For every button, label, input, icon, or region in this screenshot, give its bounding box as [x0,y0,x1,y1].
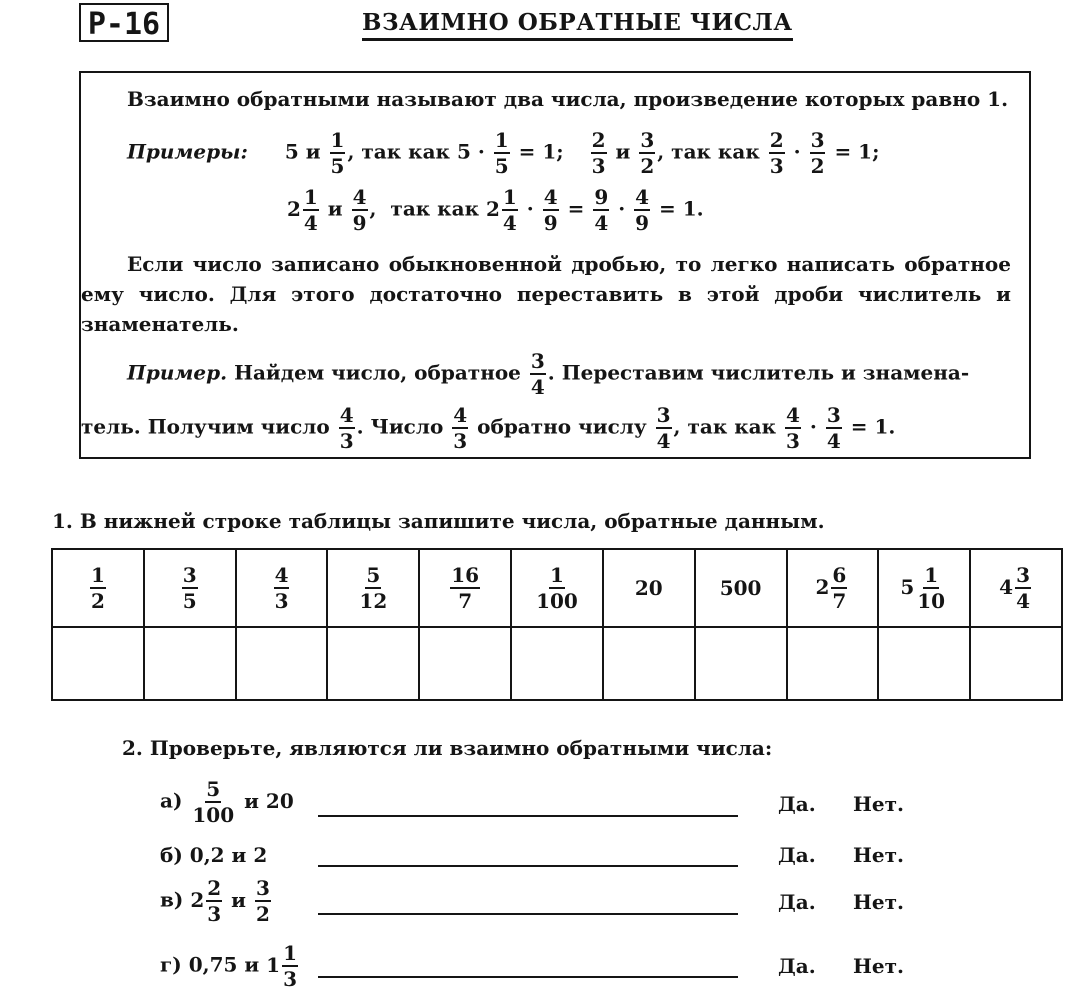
example-text-6: , так как [673,414,777,439]
example-label: Пример. [127,360,228,385]
answer-cell[interactable] [603,627,695,700]
no-option-g[interactable]: Нет. [853,954,904,978]
cell-value: $\frac{5}{12}$ [359,563,388,613]
cell-value: $\frac{1}{2}$ [90,563,105,613]
examples-line-2: 2 $\frac{1}{4}$ и $\frac{4}{9}$ , так как 2 $\frac{1}{4}$ · $\frac{4}{9}$ = $\frac{9}{4}$ · $\frac{4}{9}$ = 1. [287,185,704,235]
cell-value: 2 $\frac{6}{7}$ [815,563,847,613]
given-numbers-row [52,549,1062,627]
answer-cell[interactable] [327,627,419,700]
rule-box [79,71,1031,459]
table-cell-given [236,549,328,627]
answer-cell[interactable] [695,627,787,700]
example-text-5: обратно числу [477,414,647,439]
cell-value: $\frac{3}{5}$ [182,563,197,613]
cell-value: 5 $\frac{1}{10}$ [900,563,946,613]
answer-line-b[interactable] [318,865,738,867]
examples-label: Примеры: [127,139,248,164]
cell-value: $\frac{16}{7}$ [451,563,480,613]
question-expression: 0,2 и 2 [189,843,268,867]
question-a [160,779,294,825]
table-cell-given [695,549,787,627]
task-2-text: 2. Проверьте, являются ли взаимно обратными числа: [122,736,773,760]
definition-text: называют два числа, произведение которых равно 1. [376,87,1009,111]
cell-value: 20 [634,576,663,600]
answer-line-v[interactable] [318,913,738,915]
worksheet-code: Р-16 [79,3,169,42]
example-text-4: . Число [356,414,444,439]
cell-value: $\frac{1}{100}$ [536,563,578,613]
yes-option-b[interactable]: Да. [778,843,816,867]
question-expression: 2 $\frac{2}{3}$ и $\frac{3}{2}$ [190,876,270,926]
example-text-1: Найдем число, обратное [234,360,521,385]
definition [127,87,1008,111]
question-v [160,878,273,924]
question-expression: $\frac{5}{100}$ и 20 [192,777,294,827]
yes-option-g[interactable]: Да. [778,954,816,978]
answer-cell[interactable] [511,627,603,700]
answer-cell[interactable] [970,627,1062,700]
example-line-1: Пример. Найдем число, обратное $\frac{3}{4}$ . Переставим числитель и знамена- [127,349,970,399]
table-cell-given [52,549,144,627]
question-label: а) [160,788,183,813]
question-b [160,843,267,867]
question-g [160,943,300,989]
example-text-7: = 1. [850,414,896,439]
cell-value: $\frac{4}{3}$ [274,563,289,613]
task-1-text: 1. В нижней строке таблицы запишите числа, обратные данным. [52,509,825,533]
no-option-v[interactable]: Нет. [853,890,904,914]
answer-cell[interactable] [787,627,879,700]
answer-line-g[interactable] [318,976,738,978]
table-cell-given [787,549,879,627]
definition-term: Взаимно обратными [127,87,370,111]
table-cell-given [144,549,236,627]
reciprocal-explanation: Если число записано обыкновенной дробью, то легко написать обратное ему число. Для этого достаточно переставить в этой дроби числитель и знаменатель. [81,252,1011,336]
table-cell-given [511,549,603,627]
answer-cell[interactable] [236,627,328,700]
question-expression: 0,75 и 1 $\frac{1}{3}$ [188,941,298,991]
table-cell-given [327,549,419,627]
examples-line-1: Примеры: 5 и $\frac{1}{5}$ , так как 5 · $\frac{1}{5}$ = 1; $\frac{2}{3}$ и $\frac{3}{2}$ , так как $\frac{2}{3}$ · $\frac{3}{2}$ = 1; [127,128,880,178]
answer-line-a[interactable] [318,815,738,817]
answer-cell[interactable] [144,627,236,700]
no-option-b[interactable]: Нет. [853,843,904,867]
cell-value: 500 [719,576,762,600]
answer-cell[interactable] [419,627,511,700]
table-cell-given [878,549,970,627]
example-text-2: Переставим числитель и знамена- [561,360,970,385]
example-line-2: тель. Получим число $\frac{4}{3}$ . Число $\frac{4}{3}$ обратно числу $\frac{3}{4}$ , так как $\frac{4}{3}$ · $\frac{3}{4}$ = 1. [81,403,896,453]
yes-option-v[interactable]: Да. [778,890,816,914]
question-label: в) [160,887,184,912]
question-label: б) [160,843,183,867]
example-text-3: тель. Получим число [81,414,330,439]
yes-option-a[interactable]: Да. [778,792,816,816]
table-cell-given [970,549,1062,627]
table-cell-given [603,549,695,627]
page-title: ВЗАИМНО ОБРАТНЫЕ ЧИСЛА [362,9,793,41]
table-cell-given [419,549,511,627]
question-label: г) [160,952,182,977]
answer-row [52,627,1062,700]
answer-cell[interactable] [52,627,144,700]
reciprocal-table [51,548,1063,701]
cell-value: 4 $\frac{3}{4}$ [999,563,1030,613]
no-option-a[interactable]: Нет. [853,792,904,816]
answer-cell[interactable] [878,627,970,700]
